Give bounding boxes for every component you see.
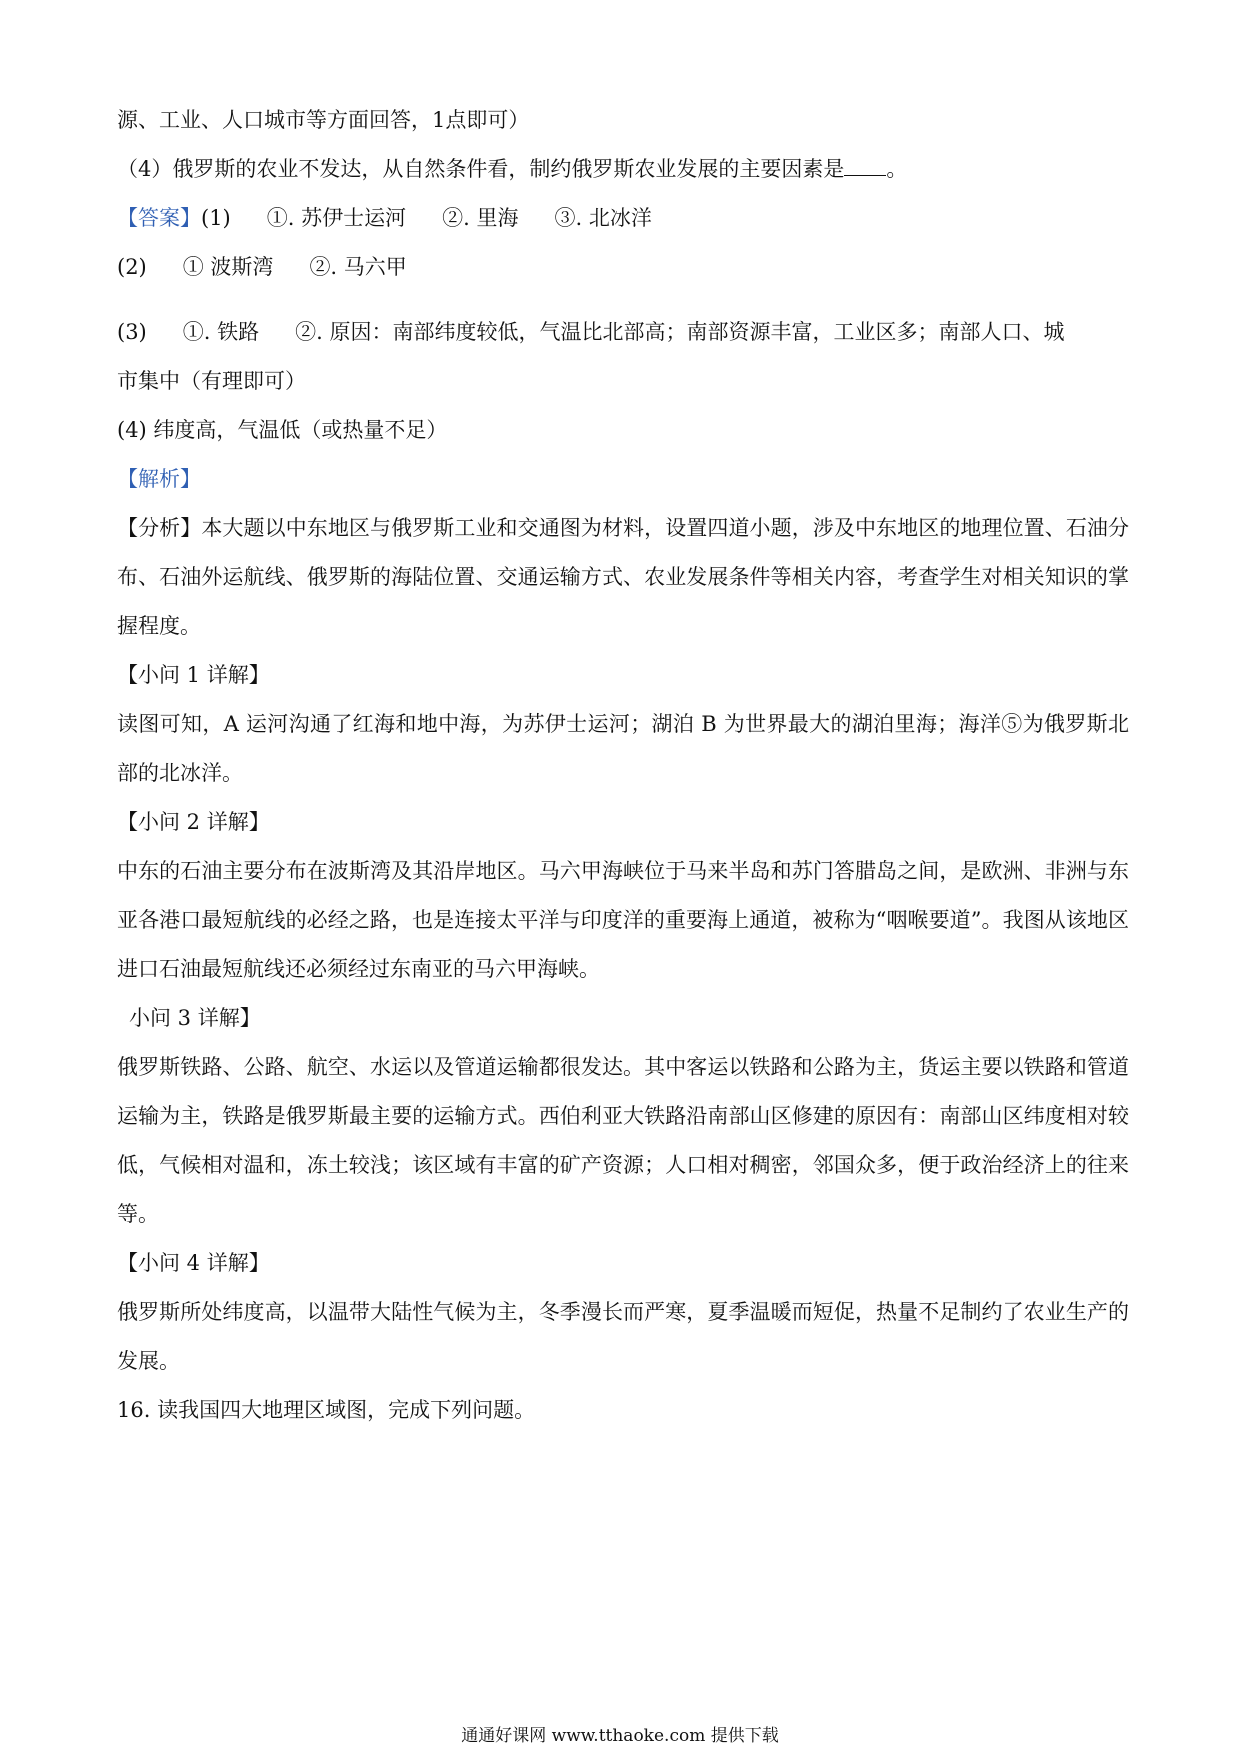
section-2-text: 中东的石油主要分布在波斯湾及其沿岸地区。马六甲海峡位于马来半岛和苏门答腊岛之间，是欧洲、非洲与东亚各港口最短航线的必经之路，也是连接太平洋与印度洋的重要海上通道，被称为“咽喉要道”。我图从该地区进口石油最短航线还必须经过东南亚的马六甲海峡。 — [117, 859, 1129, 981]
answer-q3-continuation: 市集中（有理即可） — [117, 369, 306, 393]
section-4-text: 俄罗斯所处纬度高，以温带大陆性气候为主，冬季漫长而严寒，夏季温暖而短促，热量不足制约了农业生产的发展。 — [117, 1300, 1129, 1373]
answer-blank — [844, 157, 886, 176]
answer-q1-item-2: ②. 里海 — [442, 206, 519, 230]
analysis-tag: 【解析】 — [117, 467, 201, 491]
answer-q2-label: (2) — [117, 255, 147, 279]
analysis-intro: 【分析】本大题以中东地区与俄罗斯工业和交通图为材料，设置四道小题，涉及中东地区的地理位置、石油分布、石油外运航线、俄罗斯的海陆位置、交通运输方式、农业发展条件等相关内容，考查学生对相关知识的掌握程度。 — [117, 516, 1129, 638]
answer-q1-item-1: ①. 苏伊士运河 — [266, 206, 407, 230]
answer-q1-label: (1) — [201, 206, 231, 230]
section-4-title: 【小问 4 详解】 — [117, 1251, 270, 1275]
question-4-text: （4）俄罗斯的农业不发达，从自然条件看，制约俄罗斯农业发展的主要因素是 — [117, 157, 845, 181]
question-4-end: 。 — [886, 157, 908, 181]
answer-q1-row — [117, 194, 1129, 243]
answer-q3-item-2: ②. 原因：南部纬度较低，气温比北部高；南部资源丰富，工业区多；南部人口、城 — [295, 320, 1065, 344]
answer-q1-lead — [117, 194, 231, 243]
answer-q1-item-3: ③. 北冰洋 — [554, 206, 652, 230]
answer-q2-row — [117, 243, 1129, 292]
answer-q4: (4) 纬度高，气温低（或热量不足） — [117, 418, 448, 442]
answer-q3-row — [117, 308, 1129, 357]
question-4-line — [117, 145, 1129, 194]
answer-q3-item-1: ①. 铁路 — [182, 320, 260, 344]
text-line: 源、工业、人口城市等方面回答，1点即可） — [117, 108, 530, 132]
document-content — [117, 96, 1129, 1435]
section-3-title: 小问 3 详解】 — [129, 1006, 261, 1030]
answer-q2-item-2: ②. 马六甲 — [309, 255, 407, 279]
section-1-title: 【小问 1 详解】 — [117, 663, 270, 687]
section-3-text: 俄罗斯铁路、公路、航空、水运以及管道运输都很发达。其中客运以铁路和公路为主，货运主要以铁路和管道运输为主，铁路是俄罗斯最主要的运输方式。西伯利亚大铁路沿南部山区修建的原因有：南部山区纬度相对较低，气候相对温和，冻土较浅；该区域有丰富的矿产资源；人口相对稠密，邻国众多，便于政治经济上的往来等。 — [117, 1055, 1129, 1226]
answer-q2-item-1: ① 波斯湾 — [182, 255, 274, 279]
answer-tag: 【答案】 — [117, 206, 201, 230]
section-1-text: 读图可知，A 运河沟通了红海和地中海，为苏伊士运河；湖泊 B 为世界最大的湖泊里海；海洋⑤为俄罗斯北部的北冰洋。 — [117, 712, 1129, 785]
section-2-title: 【小问 2 详解】 — [117, 810, 270, 834]
page-footer: 通通好课网 www.tthaoke.com 提供下载 — [461, 1726, 779, 1746]
answer-q3-label: (3) — [117, 320, 147, 344]
question-16: 16. 读我国四大地理区域图，完成下列问题。 — [117, 1398, 536, 1422]
